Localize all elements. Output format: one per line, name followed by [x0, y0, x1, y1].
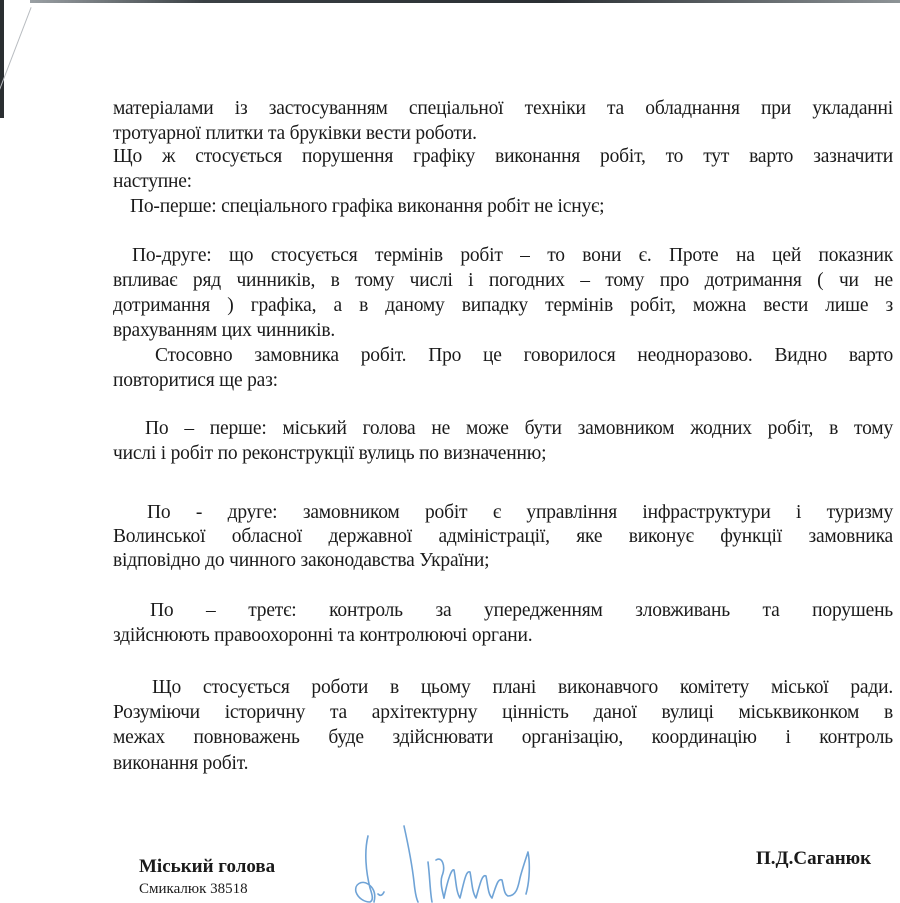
text-line: Стосовно замовника робіт. Про це говорилося неодноразово. Видно варто — [155, 345, 893, 366]
text-line: виконання робіт. — [113, 753, 249, 774]
text-line: По - друге: замовником робіт є управління інфраструктури і туризму — [147, 502, 893, 523]
text-line: дотримання ) графіка, а в даному випадку термінів робіт, можна вести лише з — [113, 295, 893, 316]
handwritten-signature — [330, 822, 560, 903]
text-line: наступне: — [113, 171, 192, 192]
text-line: По – перше: міський голова не може бути замовником жодних робіт, в тому — [145, 418, 893, 439]
text-line: врахуванням цих чинників. — [113, 320, 336, 341]
executor-note: Смикалюк 38518 — [139, 881, 248, 897]
signatory-role: Міський голова — [139, 856, 276, 877]
text-line: здійснюють правоохоронні та контролюючі органи. — [113, 625, 533, 646]
signatory-name: П.Д.Саганюк — [756, 848, 872, 869]
text-line: тротуарної плитки та бруківки вести роботи. — [113, 123, 477, 144]
text-line: відповідно до чинного законодавства України; — [113, 550, 490, 571]
text-line: По – третє: контроль за упередженням зловживань та порушень — [150, 600, 893, 621]
text-line: Що стосується роботи в цьому плані виконавчого комітету міської ради. — [152, 677, 893, 698]
text-line: По-перше: спеціального графіка виконання робіт не існує; — [130, 196, 605, 217]
text-line: Волинської обласної державної адміністрації, яке виконує функції замовника — [113, 526, 893, 547]
text-line: повторитися ще раз: — [113, 370, 278, 391]
text-line: Що ж стосується порушення графіку виконання робіт, то тут варто зазначити — [113, 146, 893, 167]
text-line: межах повноважень буде здійснювати організацію, координацію і контроль — [113, 727, 893, 748]
text-line: впливає ряд чинників, в тому числі і погодних – тому про дотримання ( чи не — [113, 270, 893, 291]
text-line: Розуміючи історичну та архітектурну цінність даної вулиці міськвиконком в — [113, 702, 893, 723]
text-line: числі і робіт по реконструкції вулиць по визначенню; — [113, 443, 547, 464]
text-line: матеріалами із застосуванням спеціальної техніки та обладнання при укладанні — [113, 98, 893, 119]
text-line: По-друге: що стосується термінів робіт – то вони є. Проте на цей показник — [132, 245, 893, 266]
